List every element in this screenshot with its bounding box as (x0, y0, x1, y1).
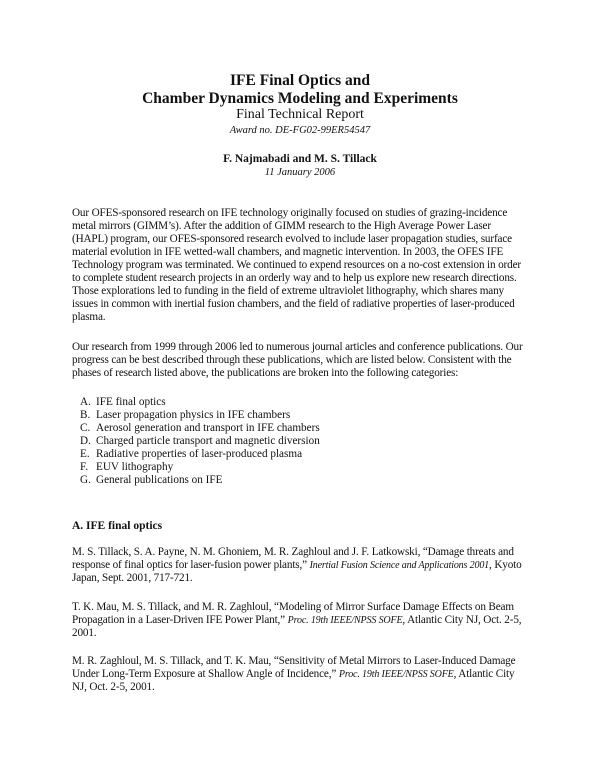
list-item: B. Laser propagation physics in IFE chambers (80, 409, 291, 421)
list-item: C. Aerosol generation and transport in IFE chambers (80, 422, 320, 434)
award-number: Award no. DE-FG02-99ER54547 (229, 125, 371, 136)
list-item: F. EUV lithography (80, 461, 174, 473)
intro-paragraph: Our OFES-sponsored research on IFE technology originally focused on studies of grazing-incidence metal mirrors (GIMM’s). After the addition of GIMM research to the High Average Power Laser (HAPL) program, our OFES-sponsored research evolved to include laser propagation studies, surface material evolution in IFE wetted-wall chambers, and magnetic intervention. In 2003, the OFES IFE Technology program was terminated. We continued to expend resources on a no-cost extension in order to complete student research projects in an orderly way and to help us explore new research directions. Those explorations led to funding in the field of extreme ultraviolet lithography, which shares many issues in common with inertial fusion chambers, and the field of radiative properties of laser-produced plasma. (72, 207, 521, 323)
section-heading: A. IFE final optics (72, 520, 163, 532)
reference-entry: M. S. Tillack, S. A. Payne, N. M. Ghoniem, M. R. Zaghloul and J. F. Latkowski, “Damage threats and response of final optics for laser-fusion power plants,” Inertial Fusion Science and Applications 2001, Kyoto Japan, Sept. 2001, 717-721. (72, 546, 522, 584)
authors: F. Najmabadi and M. S. Tillack (223, 153, 377, 165)
list-item: A. IFE final optics (80, 396, 166, 408)
reference-entry: M. R. Zaghloul, M. S. Tillack, and T. K. Mau, “Sensitivity of Metal Mirrors to Laser-Induced Damage Under Long-Term Exposure at Shallow Angle of Incidence,” Proc. 19th IEEE/NPSS SOFE, Atlantic City NJ, Oct. 2-5, 2001. (72, 655, 516, 693)
list-item: E. Radiative properties of laser-produced plasma (80, 448, 303, 460)
list-item: D. Charged particle transport and magnetic diversion (80, 435, 320, 447)
report-date: 11 January 2006 (264, 167, 336, 178)
report-subtitle: Final Technical Report (236, 107, 364, 122)
category-list (80, 396, 520, 487)
reference-entry: T. K. Mau, M. S. Tillack, and M. R. Zaghloul, “Modeling of Mirror Surface Damage Effects on Beam Propagation in a Laser-Driven IFE Power Plant,” Proc. 19th IEEE/NPSS SOFE, Atlantic City NJ, Oct. 2-5, 2001. (72, 601, 522, 639)
list-item: G. General publications on IFE (80, 474, 223, 486)
title-line-1: IFE Final Optics and (230, 72, 370, 89)
title-line-2: Chamber Dynamics Modeling and Experiments (142, 90, 458, 107)
publications-paragraph: Our research from 1999 through 2006 led to numerous journal articles and conference publications. Our progress can be best described through these publications, which are listed below. Consistent with the phases of research listed above, the publications are broken into the following categories: (72, 341, 523, 379)
